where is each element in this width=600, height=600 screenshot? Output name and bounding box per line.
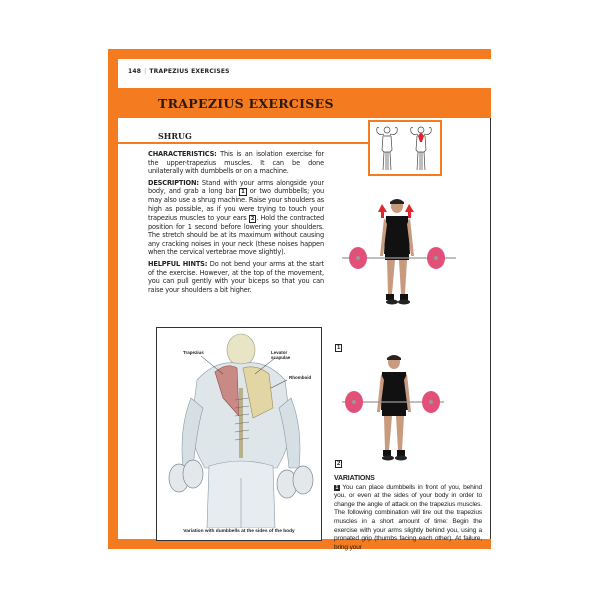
description-text-2: or two dumbbells; you may also use a shrug machine. Raise your shoulders as high as possible, as if you were trying to touch your trapezius muscles to your ears — [148, 187, 324, 222]
variations-title: VARIATIONS — [334, 475, 375, 482]
label-levator-scapulae: Levator scapulae — [271, 350, 291, 360]
description-text-3: . Hold the contracted position for 1 second before lowering your shoulders. The stretch should be at its maximum without causing any cracking noises in your neck (these noises happen when the cervical vertebrae move slightly). — [148, 213, 324, 257]
man-barbell-raised-icon — [334, 194, 464, 344]
muscle-map-thumbnail — [368, 120, 442, 176]
description-label: DESCRIPTION: — [148, 178, 199, 187]
variations-paragraph — [334, 484, 482, 553]
book-page — [108, 49, 491, 549]
variations-section — [334, 475, 482, 552]
running-header — [118, 59, 491, 87]
chapter-band — [108, 88, 491, 118]
exercise-title: SHRUG — [158, 131, 192, 141]
description-paragraph — [148, 179, 324, 257]
variation-number: 1 — [335, 484, 339, 491]
running-header-section: TRAPEZIUS EXERCISES — [149, 68, 230, 75]
page-number: 148 — [128, 68, 142, 75]
man-barbell-lowered-icon — [334, 350, 464, 468]
characteristics-label: CHARACTERISTICS: — [148, 150, 217, 158]
variations-text: You can place dumbbells in front of you, behind you, or even at the sides of your body in order to change the angle of attack on the trapezius muscles. The following combination will tire out the trapezius muscles in a short amount of time: Begin the exercise with your arms slightly behind you, using a pronated grip (thumbs facing each other). At failure, bring your — [334, 483, 482, 551]
figure-ref-2: 2 — [250, 215, 255, 222]
anatomy-caption: Variation with dumbbells at the sides of the body — [183, 529, 295, 534]
hints-paragraph — [148, 260, 324, 294]
characteristics-text: This is an isolation exercise for the upper-trapezius muscles. It can be done unilaterally with dumbbells or on a machine. — [148, 150, 324, 176]
characteristics-paragraph — [148, 150, 324, 176]
header-separator: | — [144, 68, 147, 75]
chapter-title: TRAPEZIUS EXERCISES — [158, 96, 334, 111]
label-rhomboid: Rhomboid — [289, 375, 312, 380]
hints-label: HELPFUL HINTS: — [148, 259, 208, 268]
page-content — [118, 118, 491, 551]
photo-label-2: 2 — [337, 461, 341, 467]
photo-shrug-end — [334, 350, 464, 468]
running-header-text — [128, 68, 230, 75]
hints-text: Do not bend your arms at the start of the exercise. However, at the top of the movement, you can pull gently with your biceps so that you can raise your shoulders a bit higher. — [148, 259, 324, 294]
anatomy-illustration — [156, 327, 322, 541]
photo-label-1: 1 — [337, 345, 341, 351]
page-inner — [118, 59, 491, 551]
description-text-1: Stand with your arms alongside your body, and grab a long bar — [148, 178, 324, 196]
exercise-description — [148, 150, 324, 297]
muscle-figures-icon — [370, 122, 440, 174]
exercise-title-rule — [118, 142, 368, 144]
photo-shrug-start — [334, 194, 464, 344]
figure-ref-1: 1 — [241, 189, 245, 196]
label-trapezius: Trapezius — [183, 350, 204, 355]
